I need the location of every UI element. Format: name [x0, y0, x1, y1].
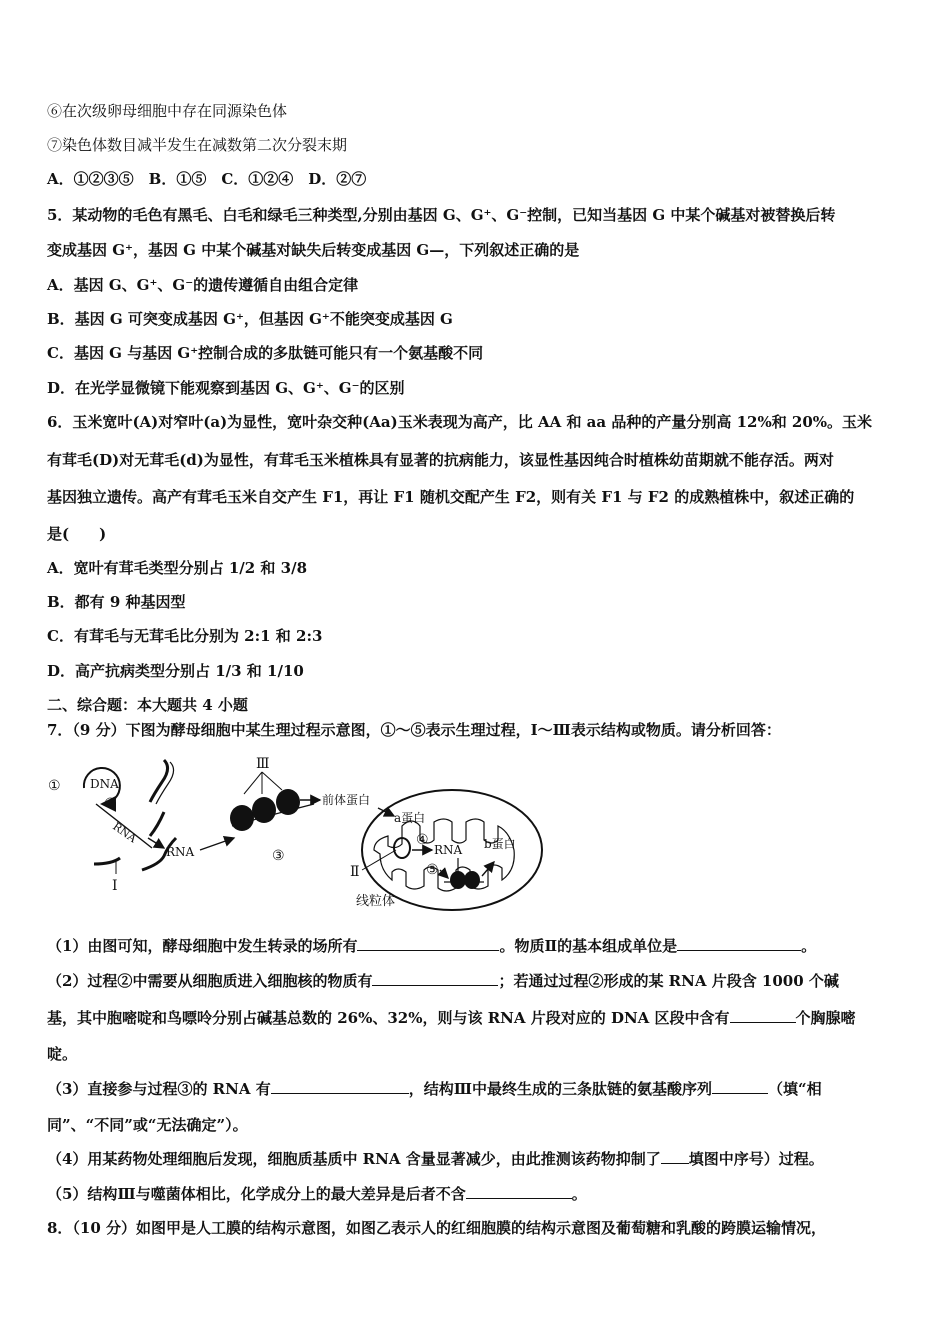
label-rna-diagonal: RNA	[110, 819, 139, 846]
q6-stem-line1: 6．玉米宽叶(A)对窄叶(a)为显性，宽叶杂交种(Aa)玉米表现为高产，比 AA 和 aa 品种的产量分别高 12%和 20%。玉米	[47, 413, 873, 431]
q5-stem-line2: 变成基因 G⁺，基因 G 中某个碱基对缺失后转变成基因 G—，下列叙述正确的是	[47, 241, 580, 259]
label-roman2: Ⅱ	[350, 864, 360, 880]
q5-option-c: C．基因 G 与基因 G⁺控制合成的多肽链可能只有一个氨基酸不同	[47, 344, 484, 362]
nuclear-envelope-middle	[150, 812, 164, 836]
rna-to-ribosome-arrow	[200, 838, 234, 850]
nuclear-envelope-upper	[150, 760, 168, 802]
q7-part2-line3: 啶。	[47, 1045, 78, 1063]
yeast-cell-diagram	[44, 752, 584, 917]
q7-part2-line2: 基，其中胞嘧啶和鸟嘌呤分别占碱基总数的 26%、32%，则与该 RNA 片段对应的 DNA 区段中含有 个胸腺嘧	[47, 1009, 856, 1027]
q6-option-d: D．高产抗病类型分别占 1/3 和 1/10	[47, 662, 304, 680]
q6-stem-line3: 基因独立遗传。高产有茸毛玉米自交产生 F1，再让 F1 随机交配产生 F2，则有关 F1 与 F2 的成熟植株中，叙述正确的	[47, 488, 855, 506]
label-b-protein: b蛋白	[484, 837, 516, 851]
label-precursor-protein: 前体蛋白	[322, 793, 371, 807]
label-num1: ①	[48, 778, 61, 794]
answer-choices-q4: A．①②③⑤ B．①⑤ C．①②④ D．②⑦	[47, 170, 367, 188]
q6-stem-line4: 是( )	[47, 525, 107, 543]
option-line-6: ⑥在次级卵母细胞中存在同源染色体	[47, 102, 288, 120]
q7-part4: （4）用某药物处理细胞后发现，细胞质基质中 RNA 含量显著减少，由此推测该药物抑制了 填图中序号）过程。	[47, 1150, 824, 1168]
blank-5[interactable]	[466, 1184, 572, 1199]
mito-ribosome-1	[450, 871, 466, 889]
q6-option-c: C．有茸毛与无茸毛比分别为 2:1 和 2:3	[47, 627, 323, 645]
label-num3: ③	[272, 848, 285, 864]
blank-1b[interactable]	[677, 936, 801, 951]
label-num5: ⑤	[426, 862, 439, 878]
label-num4: ④	[416, 832, 429, 848]
blank-2a[interactable]	[372, 971, 498, 986]
option-line-7: ⑦染色体数目减半发生在减数第二次分裂末期	[47, 136, 348, 154]
q5-stem-line1: 5．某动物的毛色有黑毛、白毛和绿毛三种类型,分别由基因 G、G⁺、G⁻控制，已知当基因 G 中某个碱基对被替换后转	[47, 206, 836, 224]
label-mitochondrion: 线粒体	[356, 894, 396, 909]
section-heading: 二、综合题：本大题共 4 小题	[47, 696, 248, 714]
ribosome-2	[252, 797, 276, 823]
transcription-arrow	[96, 804, 152, 848]
mito-ribosome-2	[464, 871, 480, 889]
q5-option-d: D．在光学显微镜下能观察到基因 G、G⁺、G⁻的区别	[47, 379, 405, 397]
label-a-protein: a蛋白	[394, 811, 426, 825]
q8-stem: 8．（10 分）如图甲是人工膜的结构示意图，如图乙表示人的红细胞膜的结构示意图及葡萄糖和乳酸的跨膜运输情况，	[47, 1219, 827, 1237]
blank-2b[interactable]	[730, 1008, 796, 1023]
label-dna: DNA	[90, 777, 119, 791]
label-rna-mitochondria: RNA	[434, 843, 463, 857]
q7-part5: （5）结构Ⅲ与噬菌体相比，化学成分上的最大差异是后者不含 。	[47, 1185, 587, 1203]
q6-option-a: A．宽叶有茸毛类型分别占 1/2 和 3/8	[47, 559, 308, 577]
blank-3a[interactable]	[271, 1079, 409, 1094]
ribosome-1	[230, 805, 254, 831]
q6-option-b: B．都有 9 种基因型	[47, 593, 186, 611]
label-rna-cytoplasm: RNA	[166, 845, 195, 859]
q5-option-b: B．基因 G 可突变成基因 G⁺，但基因 G⁺不能突变成基因 G	[47, 310, 453, 328]
q6-stem-line2: 有茸毛(D)对无茸毛(d)为显性，有茸毛玉米植株具有显著的抗病能力，该显性基因纯合时植株幼苗期就不能存活。两对	[47, 451, 834, 469]
label-num2: ②	[104, 796, 117, 812]
label-roman1: Ⅰ	[112, 878, 118, 894]
q7-stem: 7．（9 分）下图为酵母细胞中某生理过程示意图，①～⑤表示生理过程，Ⅰ～Ⅲ表示结构或物质。请分析回答：	[47, 721, 781, 739]
blank-1a[interactable]	[357, 936, 499, 951]
q7-part3-line1: （3）直接参与过程③的 RNA 有 ，结构Ⅲ中最终生成的三条肽链的氨基酸序列 （填“相	[47, 1080, 822, 1098]
label-roman3: Ⅲ	[256, 756, 270, 772]
blank-3b[interactable]	[712, 1079, 768, 1094]
q5-option-a: A．基因 G、G⁺、G⁻的遗传遵循自由组合定律	[47, 276, 359, 294]
q7-part1: （1）由图可知，酵母细胞中发生转录的场所有 。物质Ⅱ的基本组成单位是 。	[47, 937, 817, 955]
q7-part3-line2: 同”、“不同”或“无法确定”）。	[47, 1116, 248, 1134]
blank-4[interactable]	[661, 1149, 689, 1164]
q7-part2-line1: （2）过程②中需要从细胞质进入细胞核的物质有 ；若通过过程②形成的某 RNA 片段含 1000 个碱	[47, 972, 839, 990]
ribosome-3	[276, 789, 300, 815]
